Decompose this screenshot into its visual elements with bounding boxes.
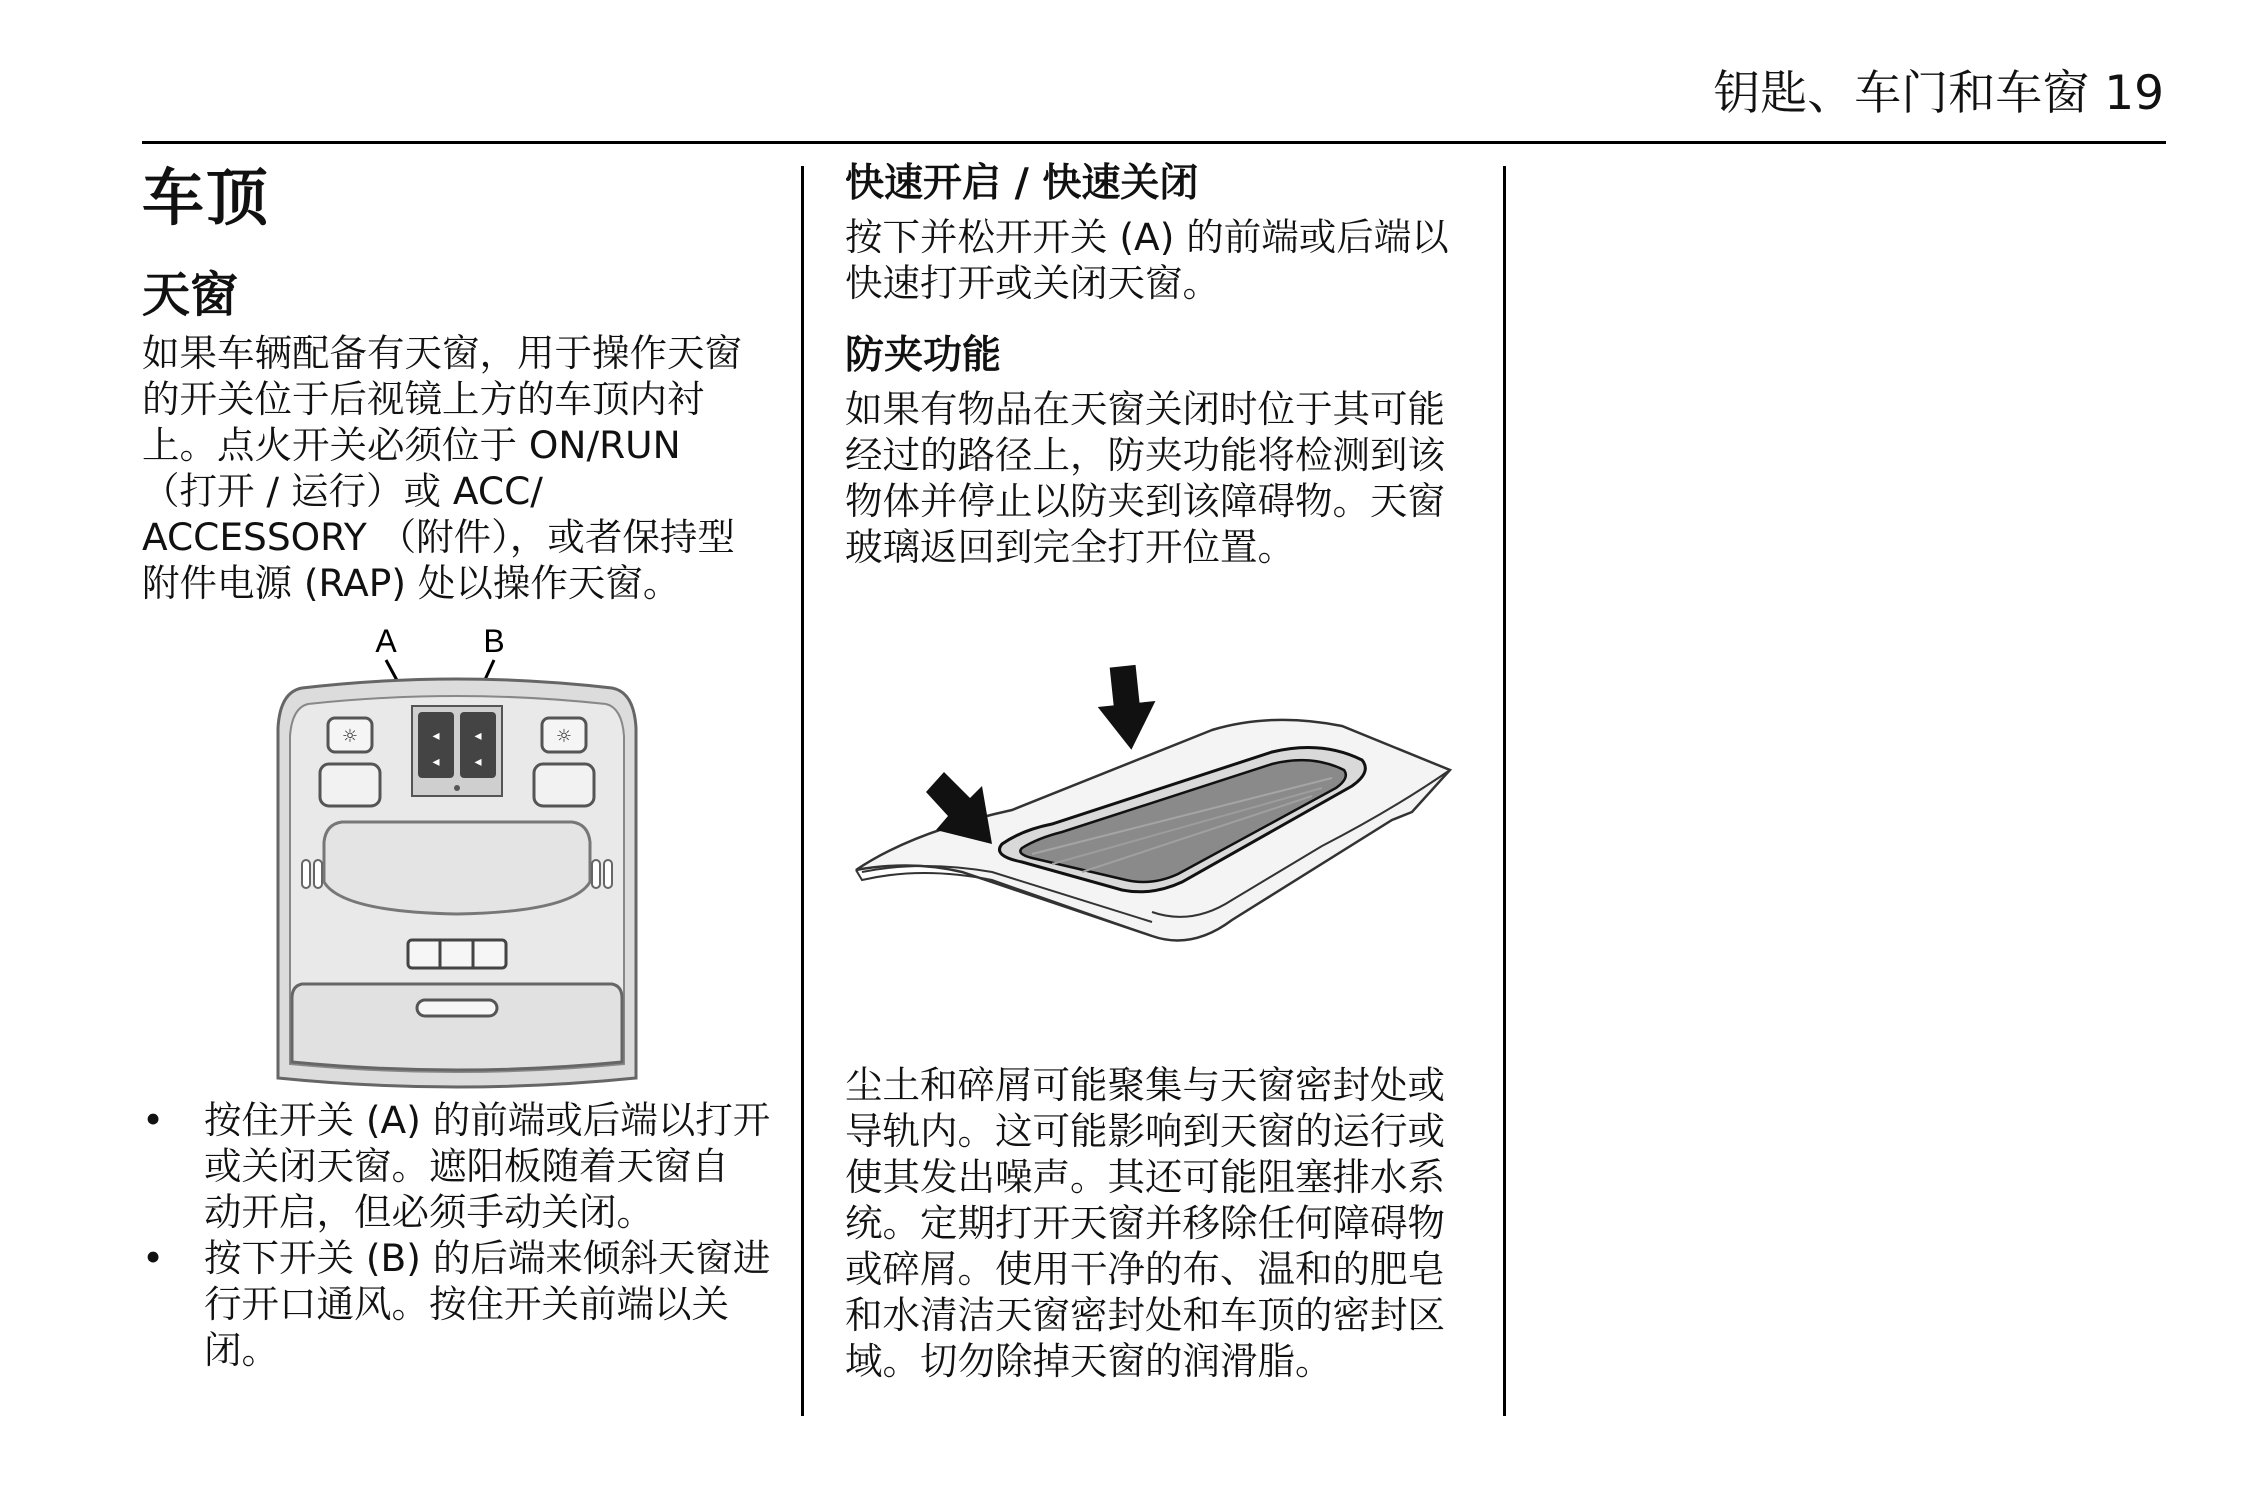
column-divider-left <box>801 166 804 1416</box>
maintenance-line: 导轨内。这可能影响到天窗的运行或 <box>845 1109 1445 1153</box>
intro-line: 附件电源 (RAP) 处以操作天窗。 <box>142 561 681 605</box>
intro-line: ACCESSORY （附件），或者保持型 <box>142 515 735 559</box>
svg-text:☼: ☼ <box>555 726 573 747</box>
sunroof-intro <box>142 330 782 606</box>
antipinch-heading: 防夹功能 <box>845 333 1002 378</box>
express-line: 快速打开或关闭天窗。 <box>845 261 1220 305</box>
antipinch-line: 经过的路径上，防夹功能将检测到该 <box>845 433 1445 477</box>
label-b: B <box>483 623 505 659</box>
svg-text:◂: ◂ <box>474 754 482 770</box>
section-title: 钥匙、车门和车窗 <box>1713 66 2090 121</box>
page-number: 19 <box>2104 66 2164 121</box>
page-title: 车顶 <box>142 161 271 234</box>
antipinch-line: 物体并停止以防夹到该障碍物。天窗 <box>845 479 1445 523</box>
svg-text:◂: ◂ <box>474 728 482 744</box>
sunroof-operation-list <box>142 1097 782 1373</box>
maintenance-line: 尘土和碎屑可能聚集与天窗密封处或 <box>845 1063 1445 1107</box>
overhead-console-figure <box>262 618 652 1098</box>
label-a: A <box>375 623 397 659</box>
bullet-line: 或关闭天窗。遮阳板随着天窗自 <box>204 1144 729 1188</box>
bullet-line: 行开口通风。按住开关前端以关 <box>204 1282 729 1326</box>
maintenance-line: 域。切勿除掉天窗的润滑脂。 <box>845 1339 1333 1383</box>
bullet-icon: • <box>142 1098 165 1142</box>
column-divider-right <box>1503 166 1506 1416</box>
svg-text:◂: ◂ <box>432 728 440 744</box>
bullet-line: 动开启，但必须手动关闭。 <box>204 1190 654 1234</box>
header-rule <box>142 141 2166 144</box>
bullet-icon: • <box>142 1236 165 1280</box>
antipinch-line: 如果有物品在天窗关闭时位于其可能 <box>845 387 1445 431</box>
list-item <box>142 1235 782 1373</box>
running-header <box>1713 64 2164 124</box>
intro-line: （打开 / 运行）或 ACC/ <box>142 469 543 513</box>
maintenance-paragraph <box>845 1062 1485 1384</box>
bullet-line: 按下开关 (B) 的后端来倾斜天窗进 <box>204 1236 771 1280</box>
sunroof-heading: 天窗 <box>142 267 239 323</box>
express-line: 按下并松开开关 (A) 的前端或后端以 <box>845 215 1449 259</box>
column-1 <box>142 158 782 606</box>
bullet-line: 按住开关 (A) 的前端或后端以打开 <box>204 1098 771 1142</box>
svg-text:☼: ☼ <box>341 726 359 747</box>
column-2 <box>845 158 1485 570</box>
bullet-line: 闭。 <box>204 1328 279 1372</box>
maintenance-line: 统。定期打开天窗并移除任何障碍物 <box>845 1201 1445 1245</box>
antipinch-line: 玻璃返回到完全打开位置。 <box>845 525 1295 569</box>
svg-text:◂: ◂ <box>432 754 440 770</box>
list-item <box>142 1097 782 1235</box>
maintenance-line: 和水清洁天窗密封处和车顶的密封区 <box>845 1293 1445 1337</box>
intro-line: 如果车辆配备有天窗，用于操作天窗 <box>142 331 742 375</box>
sunroof-seal-figure <box>852 660 1462 960</box>
intro-line: 上。点火开关必须位于 ON/RUN <box>142 423 681 467</box>
maintenance-line: 使其发出噪声。其还可能阻塞排水系 <box>845 1155 1445 1199</box>
maintenance-line: 或碎屑。使用干净的布、温和的肥皂 <box>845 1247 1445 1291</box>
intro-line: 的开关位于后视镜上方的车顶内衬 <box>142 377 705 421</box>
express-heading: 快速开启 / 快速关闭 <box>845 161 1199 206</box>
